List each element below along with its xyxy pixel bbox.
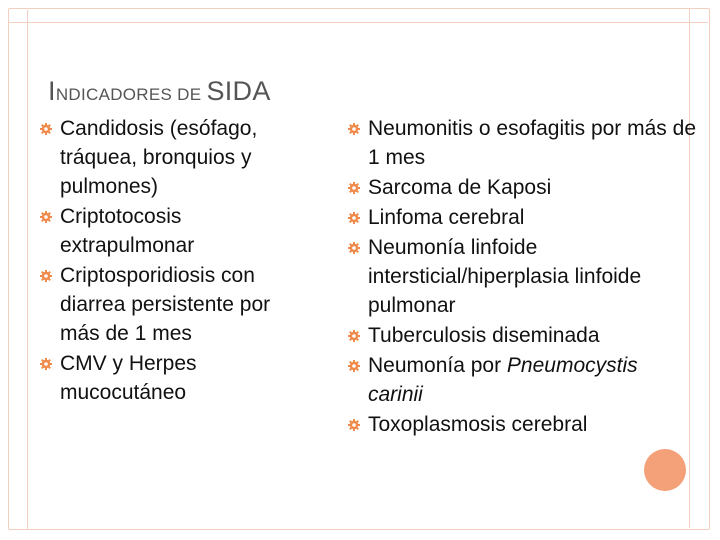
list-item-text: Linfoma cerebral [368, 206, 525, 229]
right-bullet-list [348, 114, 698, 440]
gear-icon [348, 182, 360, 194]
list-item-text: Criptotocosis extrapulmonar [60, 205, 195, 257]
list-item-text: Neumonía por [368, 354, 507, 377]
slide-title [48, 76, 271, 107]
list-item [348, 321, 698, 350]
list-item [40, 202, 310, 260]
list-item-text: Neumonitis o esofagitis por más de 1 mes [368, 117, 696, 169]
list-item [40, 261, 310, 348]
list-item [348, 410, 698, 439]
gear-icon [348, 360, 360, 372]
list-item-text: Neumonía linfoide intersticial/hiperplasia linfoide pulmonar [368, 236, 642, 317]
list-item-text: Candidosis (esófago, tráquea, bronquios y pulmones) [60, 117, 258, 198]
gear-icon [348, 242, 360, 254]
list-item [40, 114, 310, 201]
left-bullet-list [40, 114, 310, 408]
gear-icon [348, 212, 360, 224]
list-item-italic-text: Pneumocystis carinii [368, 354, 638, 406]
title-first-letter: I [48, 76, 56, 106]
gear-icon [40, 270, 52, 282]
list-item-text: Sarcoma de Kaposi [368, 176, 552, 199]
list-item [348, 203, 698, 232]
gear-icon [348, 330, 360, 342]
list-item [348, 351, 698, 409]
title-big-word: SIDA [206, 76, 271, 106]
list-item [348, 114, 698, 172]
gear-icon [40, 358, 52, 370]
list-item [40, 349, 310, 407]
list-item [348, 173, 698, 202]
title-text: NDICADORES DE [55, 85, 202, 104]
gear-icon [40, 123, 52, 135]
list-item-text: Toxoplasmosis cerebral [368, 413, 588, 436]
gear-icon [348, 419, 360, 431]
frame-line-left [27, 10, 28, 530]
frame-line-top [8, 22, 708, 23]
gear-icon [40, 211, 52, 223]
list-item-text: CMV y Herpes mucocutáneo [60, 352, 197, 404]
decorative-circle [644, 449, 686, 491]
list-item [348, 233, 698, 320]
list-item-text: Tuberculosis diseminada [368, 324, 600, 347]
gear-icon [348, 123, 360, 135]
list-item-text: Criptosporidiosis con diarrea persistente por más de 1 mes [60, 264, 271, 345]
